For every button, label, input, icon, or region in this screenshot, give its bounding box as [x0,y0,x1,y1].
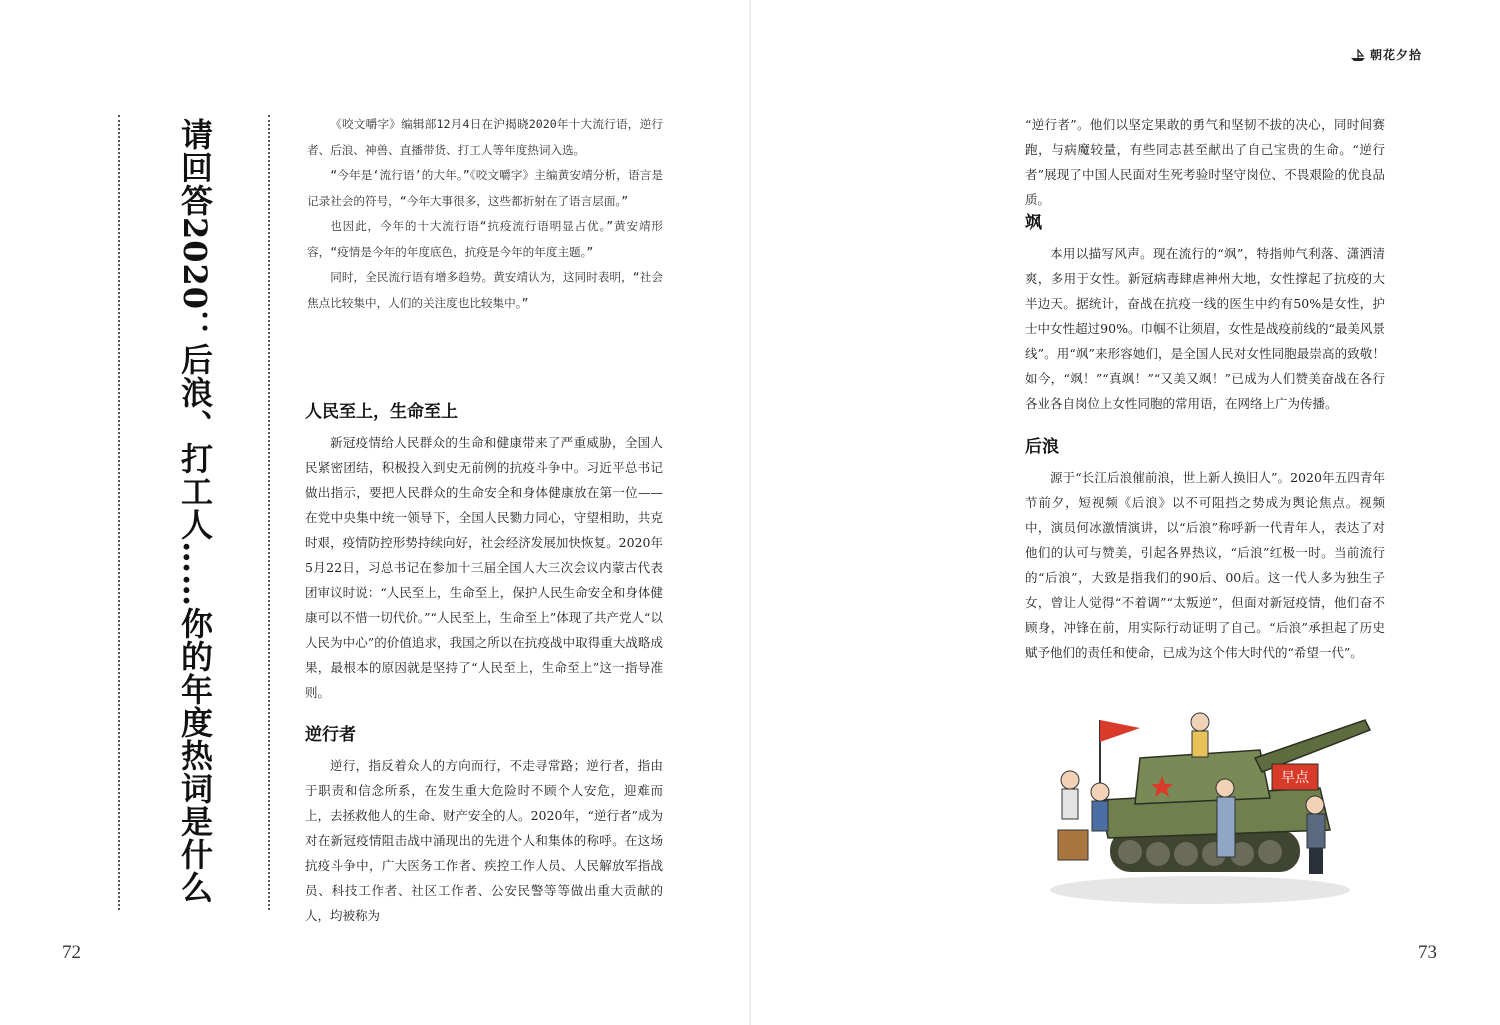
section-body: 本用以描写风声。现在流行的“飒”，特指帅气利落、潇洒清爽，多用于女性。新冠病毒肆虐神州大地，女性撑起了抗疫的大半边天。据统计，奋战在抗疫一线的医生中约有50%是女性，护士中女性超过90%。巾帼不让须眉，女性是战疫前线的“最美风景线”。用“飒”来形容她们，是全国人民对女性同胞最崇高的致敬！如今，“飒！”“真飒！”“又美又飒！”已成为人们赞美奋战在各行各业各自岗位上女性同胞的常用语，在网络上广为传播。 [1025,246,1385,411]
intro-paragraph: “今年是‘流行语’的大年。”《咬文嚼字》主编黄安靖分析，语言是记录社会的符号，“今年大事很多，这些都折射在了语言层面。” [307,168,663,208]
section-sa [1025,208,1385,416]
page-gutter [749,0,751,1025]
brand-name: 朝花夕拾 [1370,47,1423,62]
section-heading: 后浪 [1025,437,1059,457]
sign-text: 早点 [1281,770,1309,786]
section-nixing [305,720,663,928]
section-body: 逆行，指反着众人的方向而行，不走寻常路；逆行者，指由于职责和信念所系，在发生重大危险时不顾个人安危，迎难而上，去拯救他人的生命、财产安全的人。2020年，“逆行者”成为对在新冠疫情阻击战中涌现出的先进个人和集体的称呼。在这场抗疫斗争中，广大医务工作者、疾控工作人员、人民解放军指战员、科技工作者、社区工作者、公安民警等等做出重大贡献的人，均被称为 [305,758,663,923]
section-houlang [1025,432,1385,665]
magazine-brand [1350,44,1422,64]
brand-ship-icon [1350,47,1366,61]
page-number-right: 73 [1418,942,1437,963]
intro-paragraph: 也因此，今年的十大流行语“抗疫流行语明显占优。”黄安靖形容，“疫情是今年的年度底色，抗疫是今年的年度主题。” [307,219,663,259]
intro-block [307,112,663,316]
tank-breakfast-illustration [1030,680,1375,910]
section-nixing-continued [1025,112,1385,212]
section-heading: 飒 [1025,213,1042,233]
left-dotted-rule [118,115,120,910]
intro-paragraph: 同时，全民流行语有增多趋势。黄安靖认为，这同时表明，“社会焦点比较集中，人们的关注度也比较集中。” [307,270,663,310]
right-dotted-rule [268,115,270,910]
intro-paragraph: 《咬文嚼字》编辑部12月4日在沪揭晓2020年十大流行语，逆行者、后浪、神兽、直播带货、打工人等年度热词入选。 [307,117,663,157]
article-title: 请回答2020：后浪、打工人……你的年度热词是什么 [176,118,214,905]
section-body-continued: “逆行者”。他们以坚定果敢的勇气和坚韧不拔的决心，同时间赛跑，与病魔较量，有些同志甚至献出了自己宝贵的生命。“逆行者”展现了中国人民面对生死考验时坚守岗位、不畏艰险的优良品质。 [1025,117,1385,207]
page-number-left: 72 [62,942,81,963]
section-heading: 逆行者 [305,725,356,745]
section-body: 新冠疫情给人民群众的生命和健康带来了严重威胁，全国人民紧密团结，积极投入到史无前例的抗疫斗争中。习近平总书记做出指示，要把人民群众的生命安全和身体健康放在第一位——在党中央集中统一领导下，全国人民勠力同心，守望相助，共克时艰，疫情防控形势持续向好，社会经济发展加快恢复。2020年5月22日，习总书记在参加十三届全国人大三次会议内蒙古代表团审议时说：“人民至上，生命至上，保护人民生命安全和身体健康可以不惜一切代价。”“人民至上，生命至上”体现了共产党人“以人民为中心”的价值追求，我国之所以在抗疫战中取得重大战略成果，最根本的原因就是坚持了“人民至上，生命至上”这一指导准则。 [305,435,663,700]
section-body: 源于“长江后浪催前浪，世上新人换旧人”。2020年五四青年节前夕，短视频《后浪》以不可阻挡之势成为舆论焦点。视频中，演员何冰激情演讲，以“后浪”称呼新一代青年人，表达了对他们的认可与赞美，引起各界热议，“后浪”红极一时。当前流行的“后浪”，大致是指我们的90后、00后。这一代人多为独生子女，曾让人觉得“不着调”“太叛逆”，但面对新冠疫情，他们奋不顾身，冲锋在前，用实际行动证明了自己。“后浪”承担起了历史赋予他们的责任和使命，已成为这个伟大时代的“希望一代”。 [1025,470,1385,660]
section-renmin [305,397,663,705]
section-heading: 人民至上，生命至上 [305,402,458,422]
